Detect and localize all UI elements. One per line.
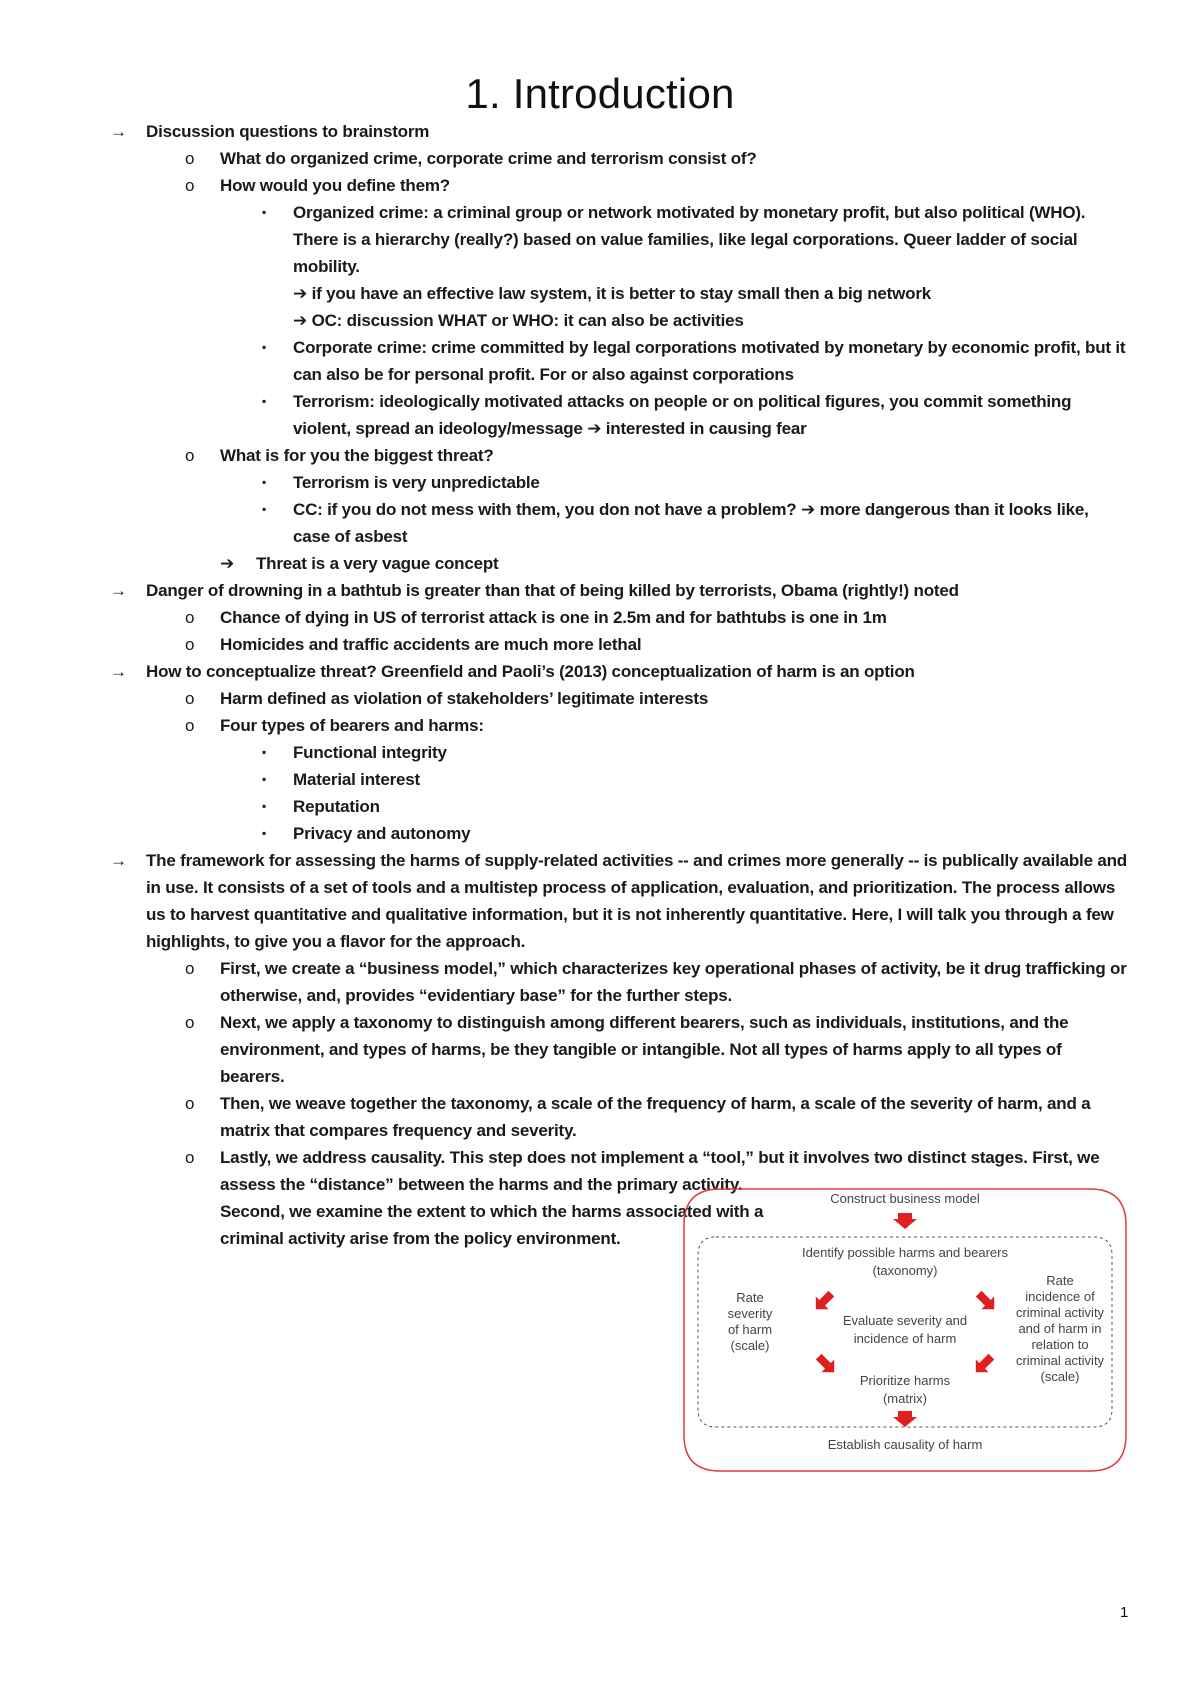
list-item-text: Terrorism: ideologically motivated attacks on people or on political figures, you commit something violent, spread an ideology/message	[293, 392, 1072, 438]
square-bullet-icon: ▪	[262, 394, 267, 408]
list-item	[110, 442, 1130, 469]
list-item-text: Reputation	[293, 797, 380, 816]
circle-bullet-icon: o	[185, 959, 195, 978]
rate-incidence-line: incidence of	[1025, 1289, 1095, 1304]
list-item-text: What is for you the biggest threat?	[220, 446, 494, 465]
list-item-continuation	[110, 1171, 775, 1252]
list-item	[110, 172, 1130, 199]
list-item-text: Lastly, we address causality. This step does not implement a “tool,” but it involves two distinct stages. First, we	[220, 1148, 1100, 1167]
right-arrow-icon: →	[110, 122, 127, 141]
rate-incidence-line: relation to	[1031, 1337, 1089, 1352]
rate-incidence-line: (scale)	[1040, 1369, 1080, 1384]
page-number: 1	[1120, 1604, 1129, 1621]
list-item	[110, 469, 1130, 496]
rate-severity-group	[728, 1290, 773, 1353]
list-item-text: if you have an effective law system, it is better to stay small then a big network	[311, 284, 931, 303]
list-item-text: Privacy and autonomy	[293, 824, 471, 843]
circle-bullet-icon: o	[185, 635, 195, 654]
notes-body	[110, 118, 1130, 1252]
list-item	[110, 1009, 1130, 1090]
page-title: 1. Introduction	[465, 70, 735, 117]
list-item-text: Chance of dying in US of terrorist attack is one in 2.5m and for bathtubs is one in 1m	[220, 608, 887, 627]
circle-bullet-icon: o	[185, 1148, 195, 1167]
square-bullet-icon: ▪	[262, 772, 267, 786]
list-item-text: Four types of bearers and harms:	[220, 716, 484, 735]
square-bullet-icon: ▪	[262, 799, 267, 813]
list-item	[110, 307, 1130, 334]
list-item-text: The framework for assessing the harms of supply-related activities -- and crimes more generally -- is publically available and in use. It consists of a set of tools and a multistep process of application, evaluation, and prioritization. The process allows us to harvest quantitative and qualitative information, but it is not inherently quantitative. Here, I will talk you through a few highlights, to give you a flavor for the approach.	[146, 851, 1127, 951]
square-bullet-icon: ▪	[262, 205, 267, 219]
list-item	[110, 658, 1130, 685]
right-arrow-icon: →	[110, 851, 127, 870]
list-item	[110, 1144, 1130, 1171]
circle-bullet-icon: o	[185, 446, 195, 465]
establish-causality-label: Establish causality of harm	[827, 1437, 983, 1452]
rate-severity-line: Rate	[736, 1290, 764, 1305]
list-item-text: Then, we weave together the taxonomy, a scale of the frequency of harm, a scale of the severity of harm, and a matrix that compares frequency and severity.	[220, 1094, 1091, 1140]
rate-incidence-line: criminal activity	[1015, 1305, 1105, 1320]
identify-harms-label: Identify possible harms and bearers	[802, 1245, 1008, 1260]
list-item-text: CC: if you do not mess with them, you don not have a problem?	[293, 500, 797, 519]
list-item-text: Terrorism is very unpredictable	[293, 473, 540, 492]
list-item	[110, 631, 1130, 658]
list-item-text: Functional integrity	[293, 743, 447, 762]
arrow-upper-left-icon	[809, 1287, 837, 1315]
list-item	[110, 496, 1130, 550]
harm-assessment-diagram	[680, 1185, 1130, 1475]
bold-arrow-icon: ➔	[587, 419, 602, 438]
diagram-svg	[680, 1185, 1130, 1475]
list-item-text: Harm defined as violation of stakeholders’ legitimate interests	[220, 689, 709, 708]
circle-bullet-icon: o	[185, 1013, 195, 1032]
list-item	[110, 793, 1130, 820]
list-item	[110, 1090, 1130, 1144]
list-item	[110, 820, 1130, 847]
circle-bullet-icon: o	[185, 1094, 195, 1113]
bold-arrow-icon: ➔	[293, 311, 308, 330]
list-item-text: Material interest	[293, 770, 420, 789]
list-item-text: How would you define them?	[220, 176, 450, 195]
conclusion-item	[110, 550, 1130, 577]
list-item	[110, 577, 1130, 604]
list-item	[110, 199, 1130, 280]
evaluate-label: incidence of harm	[853, 1331, 957, 1346]
square-bullet-icon: ▪	[262, 826, 267, 840]
construct-business-model-label: Construct business model	[830, 1191, 980, 1206]
bold-arrow-icon: ➔	[293, 284, 308, 303]
square-bullet-icon: ▪	[262, 340, 267, 354]
list-item	[110, 847, 1130, 955]
list-item	[110, 739, 1130, 766]
bold-arrow-icon: ➔	[220, 554, 235, 573]
down-arrow-icon	[893, 1411, 917, 1427]
evaluate-label: Evaluate severity and	[842, 1313, 968, 1328]
arrow-lower-left-icon	[812, 1350, 840, 1378]
square-bullet-icon: ▪	[262, 745, 267, 759]
rate-severity-line: severity	[727, 1306, 773, 1321]
list-item	[110, 280, 1130, 307]
list-item-text: assess the “distance” between the harms and the primary activity. Second, we examine the extent to which the harms associated with a criminal activity arise from the policy environment.	[220, 1175, 764, 1248]
list-item-text: more dangerous than it looks like, case of asbest	[293, 500, 1089, 546]
right-arrow-icon: →	[110, 662, 127, 681]
circle-bullet-icon: o	[185, 689, 195, 708]
list-item-text: Corporate crime: crime committed by legal corporations motivated by monetary by economic profit, but it can also be for personal profit. For or also against corporations	[293, 338, 1126, 384]
list-item-text: How to conceptualize threat? Greenfield and Paoli’s (2013) conceptualization of harm is an option	[146, 662, 915, 681]
list-item-text: Threat is a very vague concept	[256, 554, 499, 573]
list-item-text: First, we create a “business model,” which characterizes key operational phases of activity, be it drug trafficking or otherwise, and, provides “evidentiary base” for the further steps.	[220, 959, 1127, 1005]
circle-bullet-icon: o	[185, 608, 195, 627]
list-item	[110, 604, 1130, 631]
prioritize-sublabel: (matrix)	[882, 1391, 928, 1406]
prioritize-label: Prioritize harms	[859, 1373, 951, 1388]
list-item	[110, 955, 1130, 1009]
rate-incidence-line: and of harm in	[1018, 1321, 1102, 1336]
list-item	[110, 388, 1130, 442]
rate-incidence-group	[1016, 1273, 1105, 1384]
list-item	[110, 712, 1130, 739]
rate-severity-line: of harm	[727, 1322, 773, 1337]
rate-severity-line: (scale)	[730, 1338, 770, 1353]
square-bullet-icon: ▪	[262, 475, 267, 489]
list-item	[110, 145, 1130, 172]
rate-incidence-line: Rate	[1046, 1273, 1074, 1288]
list-item-text: Discussion questions to brainstorm	[146, 122, 430, 141]
list-item	[110, 766, 1130, 793]
list-item	[110, 685, 1130, 712]
down-arrow-icon	[893, 1213, 917, 1229]
list-item-text: interested in causing fear	[605, 419, 807, 438]
identify-harms-sublabel: (taxonomy)	[872, 1263, 938, 1278]
circle-bullet-icon: o	[185, 176, 195, 195]
list-item-text: Organized crime: a criminal group or network motivated by monetary profit, but also political (WHO). There is a hierarchy (really?) based on value families, like legal corporations. Queer ladder of social mobility.	[293, 203, 1086, 276]
list-item-text: Homicides and traffic accidents are much more lethal	[220, 635, 642, 654]
list-item-text: Next, we apply a taxonomy to distinguish among different bearers, such as individuals, institutions, and the environment, and types of harms, be they tangible or intangible. Not all types of harms apply to all types of bearers.	[220, 1013, 1069, 1086]
list-item-text: What do organized crime, corporate crime and terrorism consist of?	[220, 149, 757, 168]
arrow-lower-right-icon	[969, 1350, 997, 1378]
arrow-upper-right-icon	[972, 1287, 1000, 1315]
list-item-text: OC: discussion WHAT or WHO: it can also be activities	[311, 311, 744, 330]
circle-bullet-icon: o	[185, 149, 195, 168]
list-item	[110, 118, 1130, 145]
bold-arrow-icon: ➔	[801, 500, 816, 519]
right-arrow-icon: →	[110, 581, 127, 600]
list-item-text: Danger of drowning in a bathtub is greater than that of being killed by terrorists, Obama (rightly!) noted	[146, 581, 959, 600]
circle-bullet-icon: o	[185, 716, 195, 735]
square-bullet-icon: ▪	[262, 502, 267, 516]
list-item	[110, 334, 1130, 388]
rate-incidence-line: criminal activity	[1015, 1353, 1105, 1368]
